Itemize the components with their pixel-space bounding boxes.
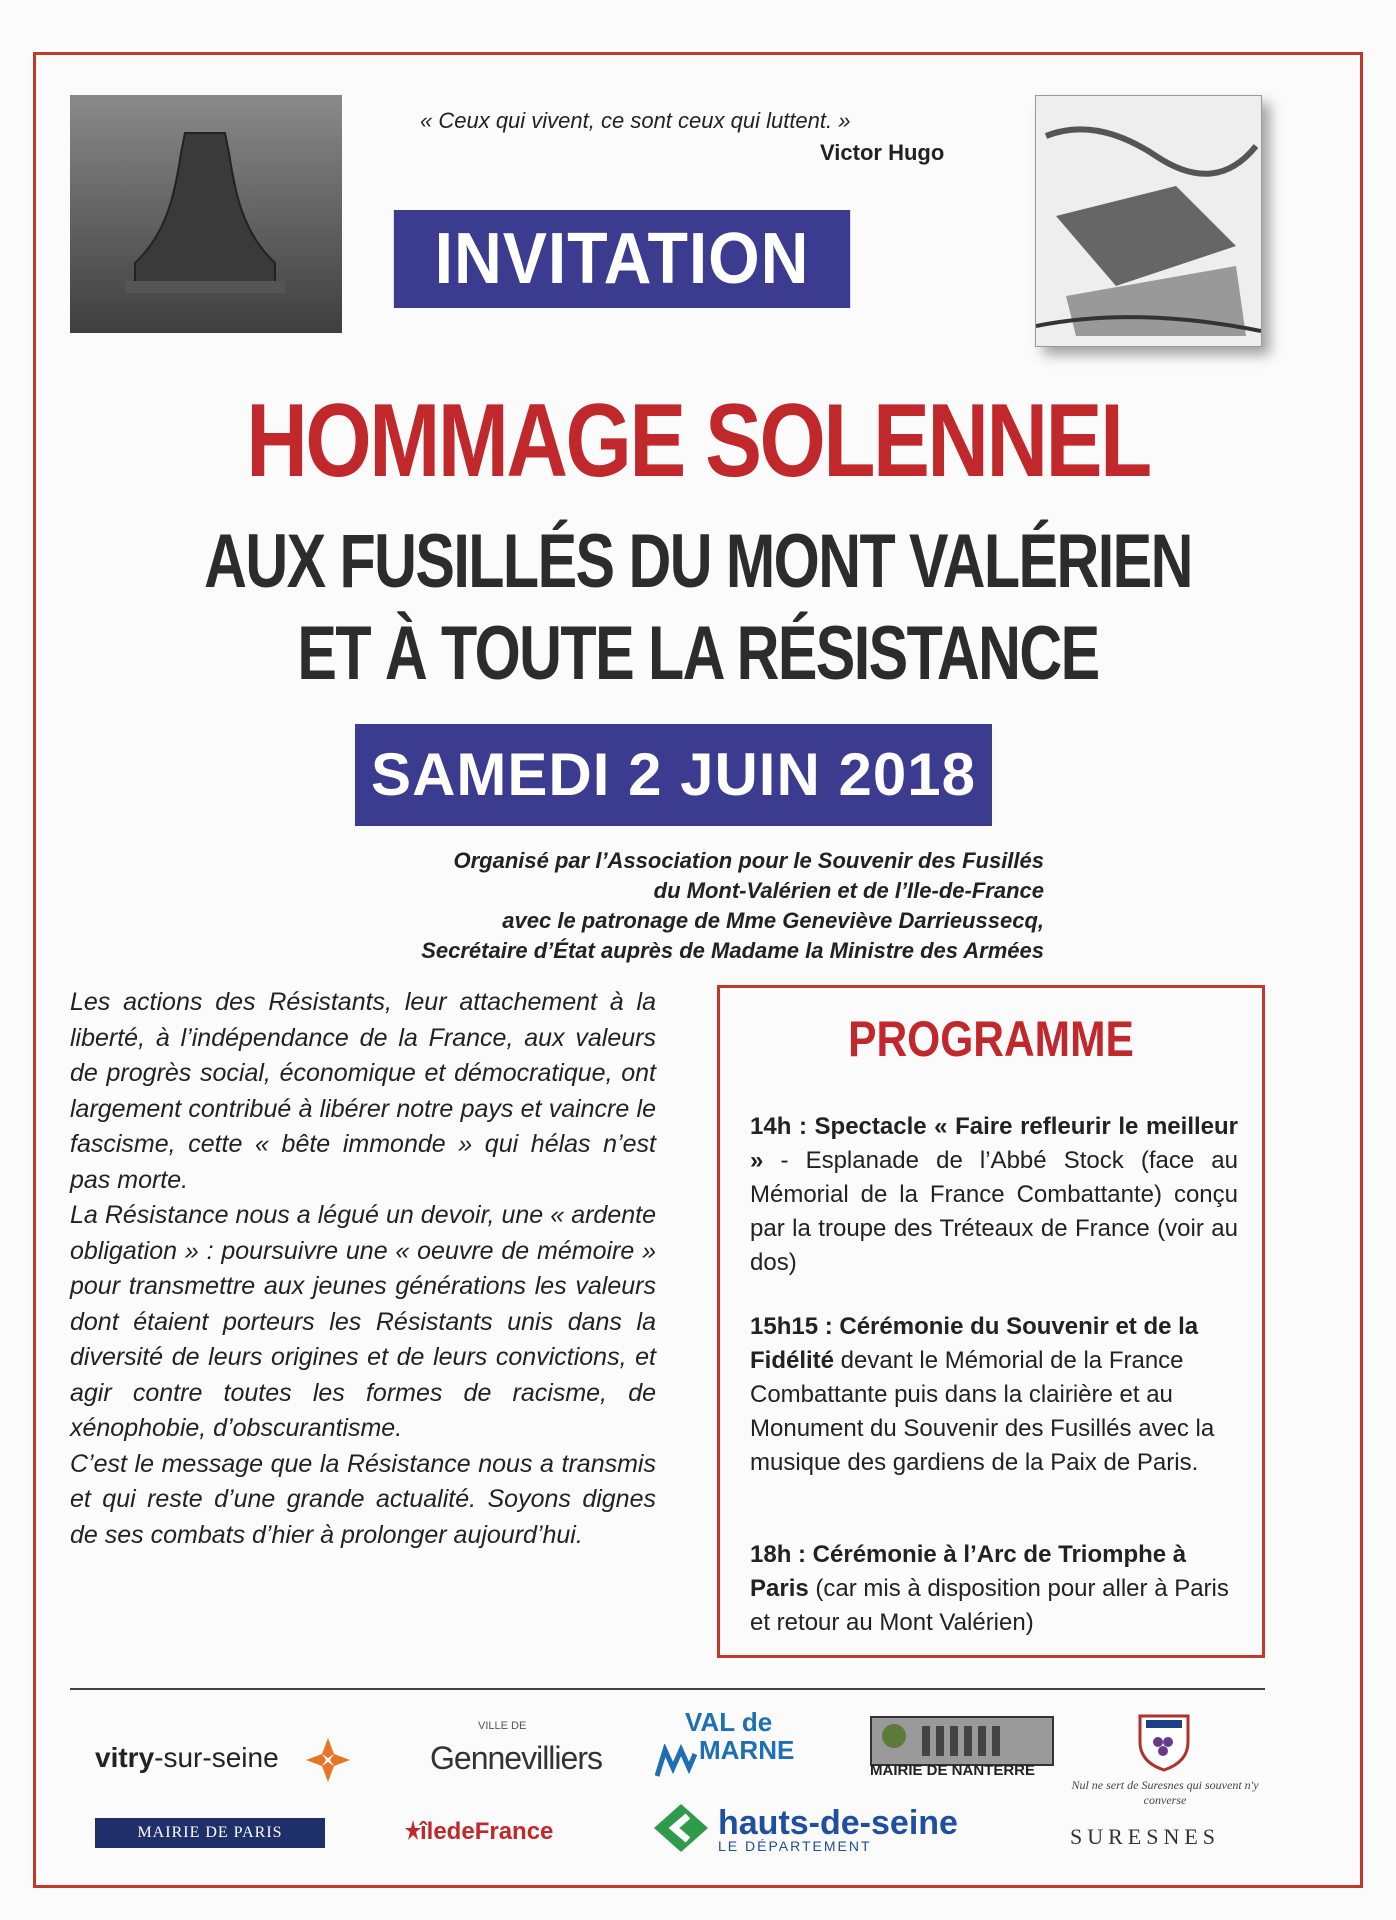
invitation-banner: INVITATION [394,210,850,308]
hauts-de-seine-logo: hauts-de-seine [718,1804,958,1842]
organiser-line: avec le patronage de Mme Geneviève Darrieussecq, [502,908,1044,933]
vitry-star-icon [302,1734,354,1786]
gennevilliers-logo-small: VILLE DE [478,1720,527,1732]
hauts-de-seine-subtitle: LE DÉPARTEMENT [718,1838,872,1854]
organiser-line: du Mont-Valérien et de l’Ile-de-France [653,878,1044,903]
organiser-line: Organisé par l’Association pour le Souvenir des Fusillés [453,848,1044,873]
vitry-logo [95,1742,279,1774]
hauts-de-seine-icon [652,1802,710,1854]
body-paragraph: C’est le message que la Résistance nous a transmis et qui reste d’une grande actualité. Soyons dignes de ses combats d’hier à prolonger aujourd’hui. [70,1449,656,1549]
vitry-logo-rest: -sur-seine [154,1742,279,1773]
programme-item-text: (car mis à disposition pour aller à Paris et retour au Mont Valérien) [750,1575,1229,1636]
vitry-logo-bold: vitry [95,1742,155,1773]
quote-author: Victor Hugo [820,140,945,165]
programme-box [717,985,1265,1658]
main-title: HOMMAGE SOLENNEL [246,383,1150,499]
suresnes-logo: SURESNES [1070,1824,1221,1849]
programme-item-heading: 18h : Cérémonie à l’Arc de Triomphe à Paris [750,1541,1187,1602]
organiser-block [144,846,1044,966]
programme-item-heading: 15h15 : Cérémonie du Souvenir et de la Fidélité [750,1313,1199,1374]
quote-text: « Ceux qui vivent, ce sont ceux qui luttent. » [420,108,851,133]
val-de-marne-line-1: VAL de [685,1707,773,1737]
programme-title: PROGRAMME [848,1011,1134,1067]
suresnes-coat-of-arms-icon [1138,1712,1190,1772]
programme-item-heading: 14h : Spectacle « Faire refleurir le meilleur » [750,1113,1238,1174]
gennevilliers-logo: Gennevilliers [430,1740,602,1776]
programme-item [750,1110,1238,1280]
programme-item [750,1538,1238,1640]
suresnes-motto: Nul ne sert de Suresnes qui souvent n'y converse [1071,1778,1259,1807]
programme-item [750,1310,1238,1480]
nanterre-building-image [870,1716,1054,1766]
val-de-marne-line-2: MARNE [699,1735,795,1765]
mairie-de-paris-logo: MAIRIE DE PARIS [95,1818,325,1848]
body-paragraph: Les actions des Résistants, leur attachement à la liberté, à l’indépendance de la France, aux valeurs de progrès social, économique et démocratique, ont largement contribué à libérer notre pays et vaincre le fascisme, cette « bête immonde » qui hélas n’est pas morte. [70,988,656,1194]
ile-de-france-logo: îledeFrance [420,1818,554,1845]
memorial-sketch-icon [1036,96,1261,346]
subtitle-line-2: ET À TOUTE LA RÉSISTANCE [297,611,1099,696]
subtitle-line-1: AUX FUSILLÉS DU MONT VALÉRIEN [204,519,1192,604]
footer-divider [70,1688,1265,1690]
bell-monument-photo [70,95,342,333]
programme-item-text: - Esplanade de l’Abbé Stock (face au Mémorial de la France Combattante) conçu par la troupe des Tréteaux de France (voir au dos) [750,1147,1238,1276]
programme-item-text: devant le Mémorial de la France Combattante puis dans la clairière et au Monument du Souvenir des Fusillés avec la musique des gardiens de la Paix de Paris. [750,1347,1215,1476]
bell-icon [125,123,285,293]
organiser-line: Secrétaire d’État auprès de Madame la Ministre des Armées [421,938,1044,963]
body-text [70,985,656,1553]
memorial-photo [1035,95,1262,347]
body-paragraph: La Résistance nous a légué un devoir, une « ardente obligation » : poursuivre une « oeuvre de mémoire » pour transmettre aux jeunes générations les valeurs dont étaient porteurs les Résistants unis dans la diversité de leurs origines et de leurs convictions, et agir contre toutes les formes de racisme, de xénophobie, d’obscurantisme. [70,1201,656,1442]
idf-star-icon [405,1820,421,1842]
mairie-de-nanterre-logo: MAIRIE DE NANTERRE [870,1762,1036,1779]
val-de-marne-logo [655,1708,794,1764]
date-banner: SAMEDI 2 JUIN 2018 [355,724,992,826]
